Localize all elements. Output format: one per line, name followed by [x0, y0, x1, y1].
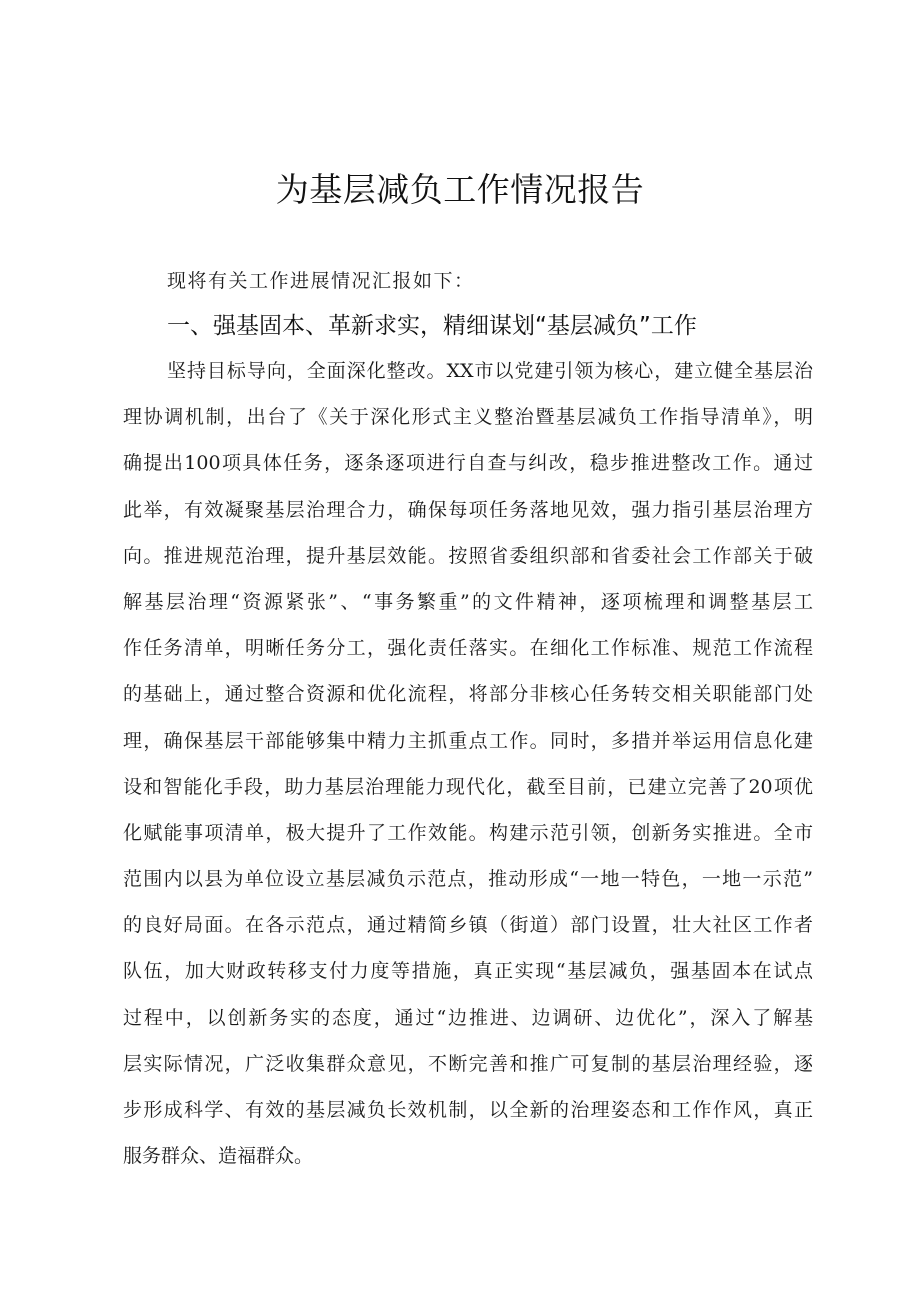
body-line: 理，确保基层干部能够集中精力主抓重点工作。同时，多措并举运用信息化建 — [123, 729, 813, 752]
body-line: 此举，有效凝聚基层治理合力，确保每项任务落地见效，强力指引基层治理方 — [123, 498, 813, 521]
body-line: 化赋能事项清单，极大提升了工作效能。构建示范引领，创新务实推进。全市 — [123, 821, 813, 844]
body-line: 向。推进规范治理，提升基层效能。按照省委组织部和省委社会工作部关于破 — [123, 544, 813, 567]
section-1-body — [123, 352, 813, 1183]
body-line: 服务群众、造福群众。 — [123, 1145, 314, 1168]
body-line: 的良好局面。在各示范点，通过精简乡镇（街道）部门设置，壮大社区工作者 — [123, 914, 813, 937]
body-line: 设和智能化手段，助力基层治理能力现代化，截至目前，已建立完善了20项优 — [123, 775, 813, 798]
intro-paragraph: 现将有关工作进展情况汇报如下： — [167, 270, 475, 292]
document-title: 为基层减负工作情况报告 — [275, 170, 645, 209]
body-line: 解基层治理“资源紧张”、“事务繁重”的文件精神，逐项梳理和调整基层工 — [123, 590, 813, 613]
body-line: 确提出100项具体任务，逐条逐项进行自查与纠改，稳步推进整改工作。通过 — [123, 452, 813, 475]
body-line: 范围内以县为单位设立基层减负示范点，推动形成“一地一特色，一地一示范” — [123, 868, 813, 891]
body-line: 队伍，加大财政转移支付力度等措施，真正实现“基层减负，强基固本在试点 — [123, 960, 813, 983]
body-line: 步形成科学、有效的基层减负长效机制，以全新的治理姿态和工作作风，真正 — [123, 1099, 813, 1121]
body-line: 层实际情况，广泛收集群众意见，不断完善和推广可复制的基层治理经验，逐 — [123, 1052, 813, 1075]
body-line: 过程中，以创新务实的态度，通过“边推进、边调研、边优化”，深入了解基 — [123, 1006, 813, 1029]
body-line: 的基础上，通过整合资源和优化流程，将部分非核心任务转交相关职能部门处 — [123, 683, 813, 706]
body-line: 作任务清单，明晰任务分工，强化责任落实。在细化工作标准、规范工作流程 — [123, 637, 813, 660]
body-line: 坚持目标导向，全面深化整改。XX市以党建引领为核心，建立健全基层治 — [167, 360, 813, 382]
body-line: 理协调机制，出台了《关于深化形式主义整治暨基层减负工作指导清单》，明 — [123, 406, 813, 429]
section-1-heading: 一、强基固本、革新求实，精细谋划“基层减负”工作 — [167, 313, 697, 339]
